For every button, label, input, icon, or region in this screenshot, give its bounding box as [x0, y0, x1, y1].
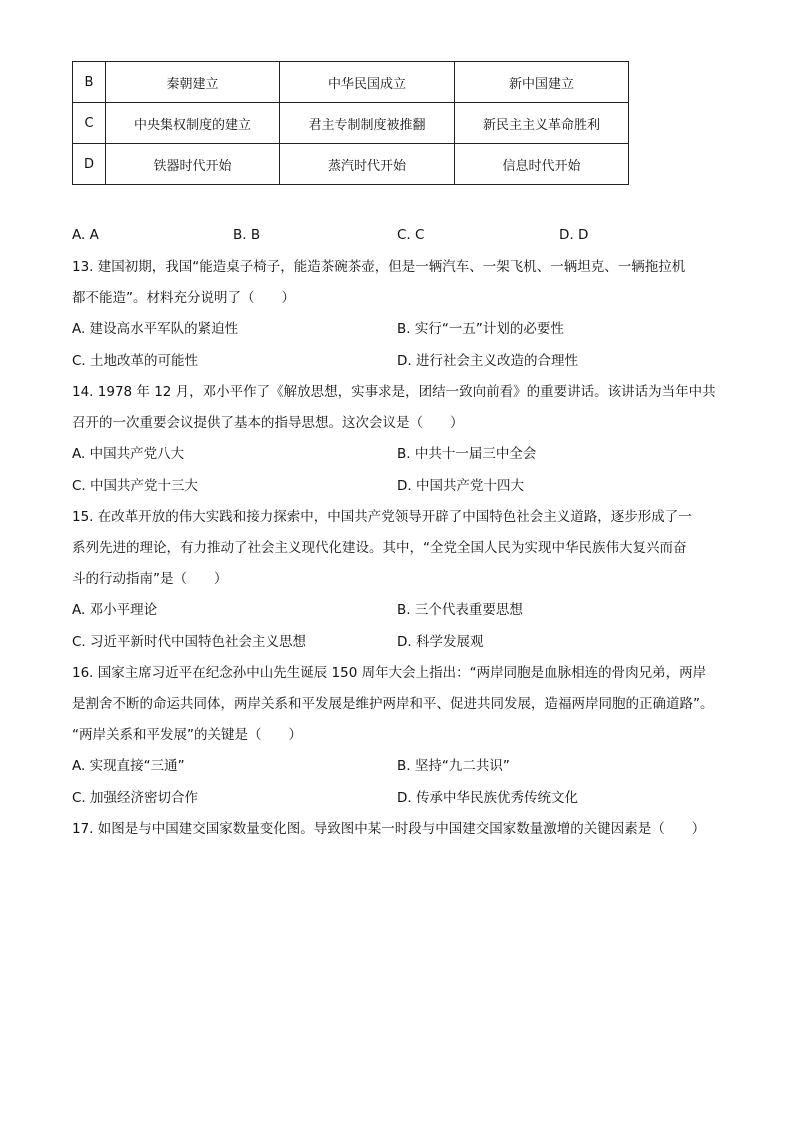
q16-stem-line: “两岸关系和平发展”的关键是（ ）: [72, 727, 302, 743]
q14-option-d: D. 中国共产党十四大: [397, 478, 524, 494]
q14-stem-line: 14. 1978 年 12 月，邓小平作了《解放思想，实事求是，团结一致向前看》的重要讲话。该讲话为当年中共: [72, 384, 716, 400]
q13-option-a: A. 建设高水平军队的紧迫性: [72, 321, 239, 337]
q14-stem-line: 召开的一次重要会议提供了基本的指导思想。这次会议是（ ）: [72, 415, 464, 431]
table-cell: 新中国建立: [455, 62, 629, 103]
q13-option-d: D. 进行社会主义改造的合理性: [397, 353, 578, 369]
table-cell: 新民主主义革命胜利: [455, 103, 629, 144]
q15-option-d: D. 科学发展观: [397, 634, 484, 650]
q12-option-d: D. D: [559, 227, 589, 243]
q14-option-c: C. 中国共产党十三大: [72, 478, 199, 494]
row-label: D: [73, 144, 106, 185]
table-row: [73, 62, 629, 103]
row-label: B: [73, 62, 106, 103]
table-cell: 君主专制制度被推翻: [280, 103, 455, 144]
q16-option-d: D. 传承中华民族优秀传统文化: [397, 790, 578, 806]
q15-option-a: A. 邓小平理论: [72, 602, 158, 618]
row-label: C: [73, 103, 106, 144]
q12-option-a: A. A: [72, 227, 99, 243]
table-row: [73, 144, 629, 185]
q12-option-c: C. C: [397, 227, 425, 243]
table-row: [73, 103, 629, 144]
q15-stem-line: 15. 在改革开放的伟大实践和接力探索中，中国共产党领导开辟了中国特色社会主义道路，逐步形成了一: [72, 509, 692, 525]
q16-option-b: B. 坚持“九二共识”: [397, 758, 510, 774]
table-cell: 铁器时代开始: [106, 144, 280, 185]
q16-option-c: C. 加强经济密切合作: [72, 790, 199, 806]
q15-stem-line: 系列先进的理论，有力推动了社会主义现代化建设。其中，“全党全国人民为实现中华民族伟大复兴而奋: [72, 540, 687, 556]
q16-stem-line: 16. 国家主席习近平在纪念孙中山先生诞辰 150 周年大会上指出：“两岸同胞是血脉相连的骨肉兄弟，两岸: [72, 665, 707, 681]
table-cell: 秦朝建立: [106, 62, 280, 103]
q13-option-c: C. 土地改革的可能性: [72, 353, 199, 369]
q12-option-b: B. B: [233, 227, 261, 243]
q15-option-c: C. 习近平新时代中国特色社会主义思想: [72, 634, 307, 650]
q14-option-b: B. 中共十一届三中全会: [397, 446, 537, 462]
q16-stem-line: 是割舍不断的命运共同体，两岸关系和平发展是维护两岸和平、促进共同发展，造福两岸同胞的正确道路”。: [72, 696, 714, 712]
table-cell: 中华民国成立: [280, 62, 455, 103]
q17-stem-line: 17. 如图是与中国建交国家数量变化图。导致图中某一时段与中国建交国家数量激增的关键因素是（ ）: [72, 821, 706, 837]
table-cell: 信息时代开始: [455, 144, 629, 185]
q15-option-b: B. 三个代表重要思想: [397, 602, 523, 618]
q14-option-a: A. 中国共产党八大: [72, 446, 185, 462]
q13-stem-line: 13. 建国初期，我国“能造桌子椅子，能造茶碗茶壶，但是一辆汽车、一架飞机、一辆坦克、一辆拖拉机: [72, 259, 686, 275]
q13-option-b: B. 实行“一五”计划的必要性: [397, 321, 564, 337]
table-cell: 蒸汽时代开始: [280, 144, 455, 185]
q13-stem-line: 都不能造”。材料充分说明了（ ）: [72, 290, 295, 306]
table-cell: 中央集权制度的建立: [106, 103, 280, 144]
q16-option-a: A. 实现直接“三通”: [72, 758, 185, 774]
comparison-table: [72, 61, 629, 185]
q15-stem-line: 斗的行动指南”是（ ）: [72, 571, 228, 587]
